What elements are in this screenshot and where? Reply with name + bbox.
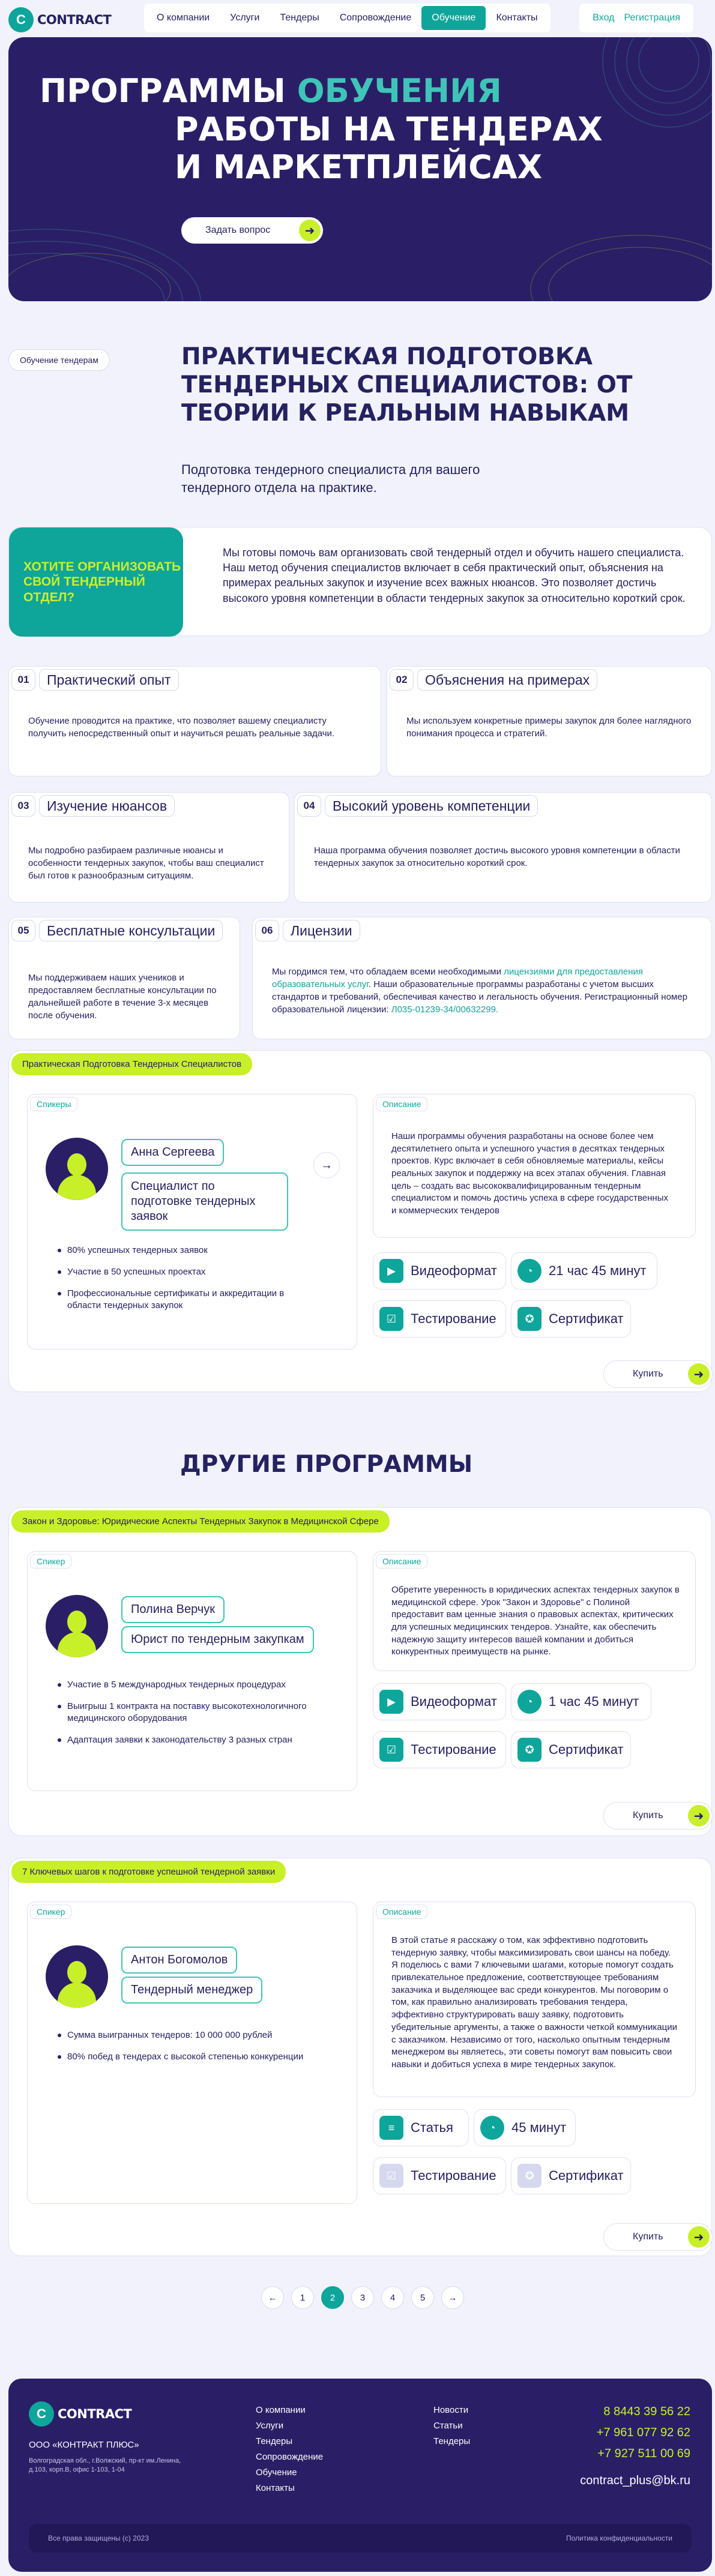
duration-badge: [474, 2109, 576, 2146]
feature-number: 01: [11, 669, 35, 691]
logo-mark-icon: C: [8, 7, 34, 32]
description-panel: [373, 1551, 696, 1671]
speaker-role: Тендерный менеджер: [121, 1977, 262, 2004]
speakers-label: Спикер: [30, 1554, 71, 1569]
program-title: 7 Ключевых шагов к подготовке успешной тендерной заявки: [11, 1861, 286, 1883]
logo-text: CONTRACT: [58, 2407, 132, 2421]
intro-tag: Обучение тендерам: [8, 349, 110, 371]
program-card: [8, 1858, 712, 2256]
program-title: Практическая Подготовка Тендерных Специалистов: [11, 1053, 252, 1075]
footer-link[interactable]: Услуги: [256, 2421, 284, 2431]
feature-title: Высокий уровень компетенции: [325, 795, 538, 817]
duration-label: 45 минут: [511, 2120, 567, 2135]
email-link[interactable]: contract_plus@bk.ru: [580, 2474, 690, 2487]
description-label: Описание: [376, 1554, 427, 1569]
phone-link[interactable]: +7 961 077 92 62: [596, 2426, 690, 2439]
format-label: Статья: [411, 2120, 453, 2135]
feature-card: [252, 917, 712, 1039]
hero-title-accent: ОБУЧЕНИЯ: [297, 72, 502, 110]
duration-badge: [511, 1252, 657, 1290]
speaker-achievement: Выигрыш 1 контракта на поставку высокотехнологичного медицинского оборудования: [56, 1701, 333, 1724]
footer-logo[interactable]: [29, 2401, 131, 2427]
page-button[interactable]: 1: [291, 2286, 314, 2309]
arrow-right-icon: ➜: [299, 220, 321, 241]
description-panel: [373, 1902, 696, 2097]
hero-title-line3: И МАРКЕТПЛЕЙСАХ: [175, 148, 543, 187]
footer-link[interactable]: Обучение: [256, 2467, 297, 2478]
intro-lead: Подготовка тендерного специалиста для вашего тендерного отдела на практике.: [181, 462, 480, 495]
certificate-label: Сертификат: [549, 2168, 624, 2183]
hero-title-line2: РАБОТЫ НА ТЕНДЕРАХ: [175, 110, 603, 148]
feature-text: Мы поддерживаем наших учеников и предоставляем бесплатные консультации по дальнейшей работе в течение 3-х месяцев после обучения.: [28, 973, 217, 1021]
nav-services[interactable]: Услуги: [230, 13, 260, 23]
program-description: Наши программы обучения разработаны на основе более чем десятилетнего опыта и успешного участия в десятках тендерных проектов. Курс включает в себя обновляемые материалы, кейсы реальных закупок и поддержку на всех этапах обучения. Главная цель – создать вас высококвалифицированным тендерным специалистом и помочь достичь успеха в сфере государственных и коммерческих тендеров: [391, 1131, 668, 1216]
auth-links: [579, 4, 693, 32]
buy-label: Купить: [633, 1369, 663, 1379]
speakers-panel: [27, 1094, 357, 1350]
test-icon: ☑: [379, 1738, 403, 1762]
duration-label: 21 час 45 минут: [549, 1263, 647, 1278]
speaker-avatar: [46, 1138, 108, 1200]
buy-button[interactable]: [603, 2223, 713, 2251]
description-label: Описание: [376, 1905, 427, 1919]
next-speaker-button[interactable]: →: [313, 1152, 340, 1178]
program-description: В этой статье я расскажу о том, как эффективно подготовить тендерную заявку, чтобы максимизировать свои шансы на победу. Я поделюсь с вами 7 ключевыми шагами, которые помогут создать привлекательное предложение, соответствующее требованиям заказчика и выделяющее вас среди конкурентов. Мы поговорим о том, как правильно анализировать требования тендера, эффективно структурировать вашу заявку, подготовить убедительные аргументы, а также о важности четкой коммуникации с заказчиком. Независимо от того, насколько опытным тендерным менеджером вы являетесь, эти советы помогут вам повысить свои навыки и добиться успеха в мире тендерных закупок.: [391, 1935, 677, 2070]
nav-training[interactable]: Обучение: [421, 6, 486, 30]
test-icon: ☑: [379, 2164, 403, 2188]
feature-card: [294, 792, 712, 902]
certificate-icon: ✪: [517, 1738, 542, 1762]
nav-contacts[interactable]: Контакты: [496, 13, 538, 23]
feature-title: Изучение нюансов: [39, 795, 175, 817]
feature-number: 03: [11, 795, 35, 817]
certificate-label: Сертификат: [549, 1742, 624, 1757]
promo-title: ХОТИТЕ ОРГАНИЗОВАТЬ СВОЙ ТЕНДЕРНЫЙ ОТДЕЛ?: [9, 527, 183, 637]
prev-page-button[interactable]: ←: [261, 2286, 284, 2309]
clock-icon: ◔: [517, 1259, 542, 1283]
next-page-button[interactable]: →: [441, 2286, 464, 2309]
license-number[interactable]: Л035-01239-34/00632299.: [391, 1004, 499, 1015]
hero-title-line1a: ПРОГРАММЫ: [40, 72, 297, 110]
testing-badge: [373, 2157, 506, 2194]
speakers-label: Спикер: [30, 1905, 71, 1919]
speaker-achievement: Адаптация заявки к законодательству 3 разных стран: [56, 1734, 333, 1746]
speaker-avatar: [46, 1595, 108, 1657]
description-panel: [373, 1094, 696, 1238]
privacy-policy-link[interactable]: Политика конфиденциальности: [566, 2534, 672, 2542]
license-link[interactable]: лицензиями для предоставления образовательных услуг: [272, 967, 643, 989]
format-badge: [373, 1683, 506, 1720]
certificate-badge: [511, 1731, 631, 1768]
speaker-achievement: 80% побед в тендерах с высокой степенью конкуренции: [56, 2051, 333, 2063]
nav-tenders[interactable]: Тендеры: [280, 13, 319, 23]
format-badge: [373, 2109, 469, 2146]
logo-mark-icon: C: [29, 2401, 54, 2427]
feature-title: Бесплатные консультации: [39, 920, 223, 941]
testing-badge: [373, 1731, 506, 1768]
feature-title: Лицензии: [283, 920, 360, 941]
speaker-achievement: Участие в 50 успешных проектах: [56, 1266, 333, 1278]
page-button[interactable]: 5: [411, 2286, 434, 2309]
speaker-avatar: [46, 1945, 108, 2008]
pagination: [261, 2286, 464, 2309]
hero-title: [40, 72, 603, 187]
speaker-name: Антон Богомолов: [121, 1947, 237, 1974]
footer-link[interactable]: Контакты: [256, 2483, 295, 2493]
testing-label: Тестирование: [411, 1311, 496, 1326]
footer-link[interactable]: Тендеры: [433, 2436, 471, 2446]
company-address: Волгоградская обл., г.Волжский, пр-кт им.Ленина, д.103, корп.В, офис 1-103, 1-04: [29, 2457, 181, 2474]
feature-number: 02: [390, 669, 414, 691]
arrow-right-icon: ➜: [688, 1805, 710, 1827]
nav-support[interactable]: Сопровождение: [339, 13, 412, 23]
clock-icon: ◔: [480, 2116, 504, 2140]
video-icon: ▶: [379, 1690, 403, 1714]
feature-card: [8, 666, 381, 776]
feature-text: Мы подробно разбираем различные нюансы и особенности тендерных закупок, чтобы ваш специалист был готов к разнообразным ситуациям.: [28, 845, 264, 881]
speaker-name: Полина Верчук: [121, 1596, 225, 1623]
speaker-achievement: Участие в 5 международных тендерных процедурах: [56, 1679, 333, 1691]
speakers-panel: [27, 1902, 357, 2204]
duration-badge: [511, 1683, 651, 1720]
intro-title: ПРАКТИЧЕСКАЯ ПОДГОТОВКА ТЕНДЕРНЫХ СПЕЦИАЛИСТОВ: ОТ ТЕОРИИ К РЕАЛЬНЫМ НАВЫКАМ: [181, 343, 633, 427]
feature-number: 05: [11, 920, 35, 941]
program-card: [8, 1507, 712, 1836]
nav-about[interactable]: О компании: [157, 13, 210, 23]
testing-badge: [373, 1300, 506, 1338]
article-icon: ≡: [379, 2116, 403, 2140]
feature-card: [387, 666, 712, 776]
feature-card: [8, 792, 289, 902]
promo-block: [8, 527, 712, 636]
speakers-label: Спикеры: [30, 1097, 77, 1111]
site-header: [0, 0, 715, 37]
speaker-role: Юрист по тендерным закупкам: [121, 1626, 314, 1653]
format-label: Видеоформат: [411, 1694, 497, 1709]
footer-link[interactable]: О компании: [256, 2405, 306, 2415]
testing-label: Тестирование: [411, 2168, 496, 2183]
duration-label: 1 час 45 минут: [549, 1694, 639, 1709]
testing-label: Тестирование: [411, 1742, 496, 1757]
company-name: ООО «КОНТРАКТ ПЛЮС»: [29, 2440, 139, 2450]
copyright: Все права защищены (с) 2023: [48, 2534, 149, 2542]
speakers-panel: [27, 1551, 357, 1791]
buy-label: Купить: [633, 2232, 663, 2242]
speaker-achievement: 80% успешных тендерных заявок: [56, 1244, 333, 1256]
arrow-right-icon: ➜: [688, 2226, 710, 2248]
feature-text: Мы используем конкретные примеры закупок для более наглядного понимания процесса и стратегий.: [406, 716, 692, 739]
page-button[interactable]: 3: [351, 2286, 374, 2309]
arrow-right-icon: ➜: [688, 1363, 710, 1385]
speaker-achievement: Профессиональные сертификаты и аккредитации в области тендерных закупок: [56, 1288, 309, 1311]
feature-title: Объяснения на примерах: [417, 669, 597, 691]
certificate-icon: ✪: [517, 2164, 542, 2188]
certificate-label: Сертификат: [549, 1311, 624, 1326]
feature-title: Практический опыт: [39, 669, 179, 691]
footer-nav-main: [256, 2405, 323, 2493]
other-programs-title: ДРУГИЕ ПРОГРАММЫ: [180, 1451, 473, 1478]
program-title: Закон и Здоровье: Юридические Аспекты Тендерных Закупок в Медицинской Сфере: [11, 1510, 390, 1533]
video-icon: ▶: [379, 1259, 403, 1283]
description-label: Описание: [376, 1097, 427, 1111]
buy-button[interactable]: [603, 1360, 713, 1388]
phone-link[interactable]: +7 927 511 00 69: [597, 2447, 690, 2460]
hero-banner: [8, 37, 712, 301]
logo-text: CONTRACT: [37, 13, 112, 27]
page-button-active[interactable]: 2: [321, 2286, 344, 2309]
test-icon: ☑: [379, 1307, 403, 1331]
footer-link[interactable]: Новости: [433, 2405, 469, 2415]
license-text-b: . Наши образовательные программы разработаны с учетом высших стандартов и требований, обеспечивая качество и легальность обучения. Регистрационный номер образовательной лицензии:: [272, 979, 687, 1015]
site-footer: [8, 2379, 712, 2572]
feature-card: [8, 917, 240, 1039]
certificate-icon: ✪: [517, 1307, 542, 1331]
feature-number: 06: [255, 920, 279, 941]
footer-contacts: [580, 2405, 690, 2488]
format-badge: [373, 1252, 506, 1290]
footer-nav-extra: [433, 2405, 470, 2446]
feature-number: 04: [297, 795, 321, 817]
phone-link[interactable]: 8 8443 39 56 22: [603, 2405, 690, 2418]
feature-text: Обучение проводится на практике, что позволяет вашему специалисту получить непосредственный опыт и научиться решать реальные задачи.: [28, 716, 335, 739]
page-button[interactable]: 4: [381, 2286, 404, 2309]
footer-bottom-bar: [29, 2524, 692, 2553]
program-description: Обретите уверенность в юридических аспектах тендерных закупок в медицинской сфере. Урок "Закон и Здоровье" с Полиной предоставит вам ценные знания о правовых аспектах, критических для успешных медицинских тендеров. Узнайте, как обеспечить надежную защиту интересов вашей компании и добиться конкурентных преимуществ на рынке.: [391, 1585, 680, 1657]
footer-link[interactable]: Статьи: [433, 2421, 463, 2431]
register-link[interactable]: Регистрация: [624, 13, 680, 23]
feature-text: Наша программа обучения позволяет достичь высокого уровня компетенции в области тендерных закупок за относительно короткий срок.: [314, 845, 680, 868]
certificate-badge: [511, 1300, 631, 1338]
certificate-badge: [511, 2157, 631, 2194]
clock-icon: ◔: [517, 1690, 542, 1714]
footer-link[interactable]: Сопровождение: [256, 2452, 324, 2462]
footer-link[interactable]: Тендеры: [256, 2436, 293, 2446]
logo[interactable]: [8, 7, 111, 32]
speaker-role: Специалист по подготовке тендерных заявок: [121, 1172, 288, 1231]
buy-button[interactable]: [603, 1802, 713, 1830]
ask-question-button[interactable]: [181, 217, 323, 244]
speaker-achievement: Сумма выигранных тендеров: 10 000 000 рублей: [56, 2029, 333, 2041]
buy-label: Купить: [633, 1810, 663, 1821]
promo-text: Мы готовы помочь вам организовать свой тендерный отдел и обучить нашего специалиста. Наш метод обучения специалистов включает в себя практический опыт, объяснения на примерах реальных закупок и изучение всех важных нюансов. Это позволяет достичь высокого уровня компетенции в области тендерных закупок за относительно короткий срок.: [223, 547, 686, 604]
format-label: Видеоформат: [411, 1263, 497, 1278]
ask-question-label: Задать вопрос: [205, 225, 271, 235]
login-link[interactable]: Вход: [593, 13, 615, 23]
license-text-a: Мы гордимся тем, что обладаем всеми необходимыми: [272, 967, 504, 977]
main-nav: [144, 4, 551, 32]
speaker-name: Анна Сергеева: [121, 1139, 224, 1166]
program-card-main: [8, 1050, 712, 1392]
feature-text: [272, 965, 692, 1016]
